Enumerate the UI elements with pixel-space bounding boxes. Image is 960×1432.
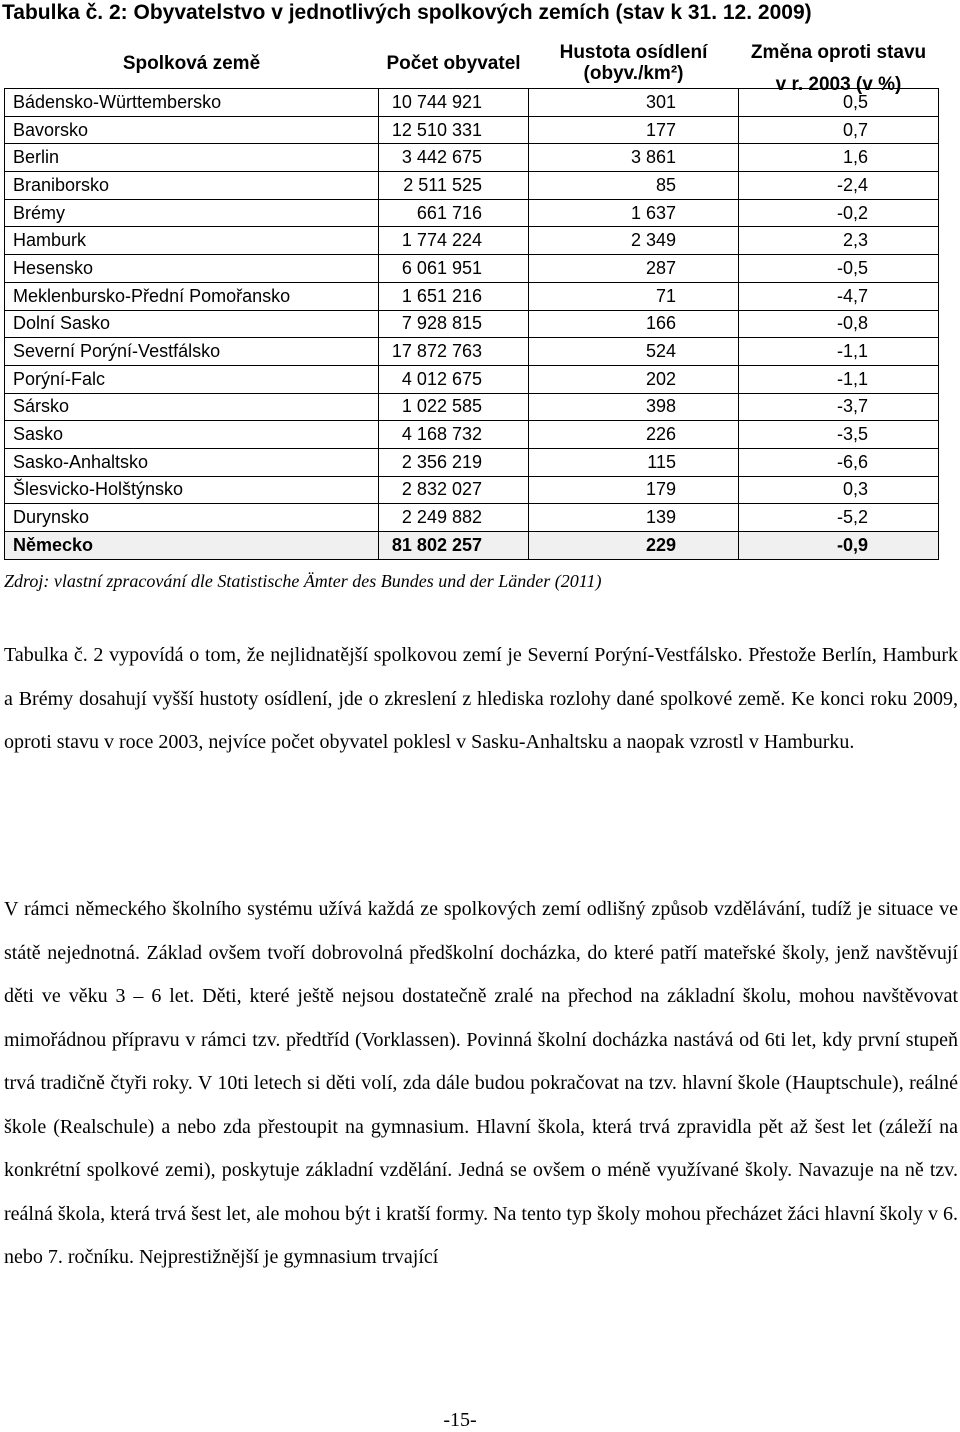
- cell-state: Sársko: [5, 393, 379, 421]
- cell-density: 166: [529, 310, 739, 338]
- table-row: [5, 227, 939, 255]
- header-change: [739, 38, 939, 95]
- cell-population: 6 061 951: [379, 255, 529, 283]
- header-change-line2: v r. 2003 (v %): [775, 74, 902, 95]
- cell-change: -0,5: [739, 255, 939, 283]
- header-density-line2: (obyv./km²): [583, 63, 684, 84]
- cell-population: 2 511 525: [379, 172, 529, 200]
- cell-population: 12 510 331: [379, 116, 529, 144]
- cell-population: 7 928 815: [379, 310, 529, 338]
- table-row: [5, 310, 939, 338]
- table-row: [5, 421, 939, 449]
- table-row: [5, 199, 939, 227]
- cell-state: Hesensko: [5, 255, 379, 283]
- cell-density: 287: [529, 255, 739, 283]
- cell-change: 1,6: [739, 144, 939, 172]
- cell-population: 2 249 882: [379, 504, 529, 532]
- cell-state: Braniborsko: [5, 172, 379, 200]
- cell-population: 81 802 257: [379, 532, 529, 560]
- cell-state: Bádensko-Württembersko: [5, 89, 379, 117]
- cell-change: -0,2: [739, 199, 939, 227]
- cell-density: 202: [529, 365, 739, 393]
- cell-change: -6,6: [739, 448, 939, 476]
- cell-state: Meklenbursko-Přední Pomořansko: [5, 282, 379, 310]
- table-row: [5, 282, 939, 310]
- cell-density: 2 349: [529, 227, 739, 255]
- cell-change: -5,2: [739, 504, 939, 532]
- page-number: -15-: [443, 1409, 477, 1431]
- cell-state: Sasko-Anhaltsko: [5, 448, 379, 476]
- cell-state: Dolní Sasko: [5, 310, 379, 338]
- cell-change: 0,7: [739, 116, 939, 144]
- cell-state: Porýní-Falc: [5, 365, 379, 393]
- table-row: [5, 393, 939, 421]
- cell-state: Brémy: [5, 199, 379, 227]
- cell-state: Šlesvicko-Holštýnsko: [5, 476, 379, 504]
- header-state: Spolková země: [5, 38, 379, 89]
- cell-state: Bavorsko: [5, 116, 379, 144]
- cell-density: 226: [529, 421, 739, 449]
- table-row: [5, 255, 939, 283]
- cell-state: Durynsko: [5, 504, 379, 532]
- cell-density: 229: [529, 532, 739, 560]
- cell-density: 177: [529, 116, 739, 144]
- cell-change: -1,1: [739, 365, 939, 393]
- header-change-line1: Změna oproti stavu: [750, 42, 927, 63]
- table-row: [5, 476, 939, 504]
- cell-population: 4 012 675: [379, 365, 529, 393]
- cell-change: -0,9: [739, 532, 939, 560]
- cell-population: 1 774 224: [379, 227, 529, 255]
- table-row: [5, 365, 939, 393]
- table-row: [5, 504, 939, 532]
- cell-density: 3 861: [529, 144, 739, 172]
- cell-state: Berlin: [5, 144, 379, 172]
- cell-density: 398: [529, 393, 739, 421]
- cell-density: 524: [529, 338, 739, 366]
- header-density-line1: Hustota osídlení: [559, 42, 708, 63]
- cell-population: 4 168 732: [379, 421, 529, 449]
- cell-population: 2 832 027: [379, 476, 529, 504]
- cell-change: -3,5: [739, 421, 939, 449]
- table-row: [5, 116, 939, 144]
- population-table: [4, 38, 939, 560]
- cell-state: Hamburk: [5, 227, 379, 255]
- cell-density: 115: [529, 448, 739, 476]
- cell-change: 0,5: [739, 89, 939, 117]
- table-body: [5, 89, 939, 560]
- cell-density: 179: [529, 476, 739, 504]
- cell-change: -0,8: [739, 310, 939, 338]
- table-row: [5, 172, 939, 200]
- table-row: [5, 448, 939, 476]
- header-density: [529, 38, 739, 89]
- cell-state: Německo: [5, 532, 379, 560]
- cell-change: 0,3: [739, 476, 939, 504]
- table-caption: Tabulka č. 2: Obyvatelstvo v jednotlivých spolkových zemích (stav k 31. 12. 2009): [2, 1, 812, 24]
- cell-density: 71: [529, 282, 739, 310]
- paragraph-1: Tabulka č. 2 vypovídá o tom, že nejlidnatější spolkovou zemí je Severní Porýní-Vestfálsko. Přestože Berlín, Hamburk a Brémy dosahují vyšší hustoty osídlení, jde o zkreslení z hlediska rozlohy dané spolkové země. Ke konci roku 2009, oproti stavu v roce 2003, nejvíce počet obyvatel poklesl v Sasku-Anhaltsku a naopak vzrostl v Hamburku.: [4, 644, 958, 753]
- cell-population: 661 716: [379, 199, 529, 227]
- table-header-row: [5, 38, 939, 89]
- table-total-row: [5, 532, 939, 560]
- cell-density: 139: [529, 504, 739, 532]
- cell-change: -2,4: [739, 172, 939, 200]
- cell-change: -3,7: [739, 393, 939, 421]
- source-note: Zdroj: vlastní zpracování dle Statistische Ämter des Bundes und der Länder (2011): [4, 571, 602, 591]
- cell-population: 17 872 763: [379, 338, 529, 366]
- cell-population: 1 022 585: [379, 393, 529, 421]
- cell-population: 3 442 675: [379, 144, 529, 172]
- cell-population: 10 744 921: [379, 89, 529, 117]
- cell-population: 2 356 219: [379, 448, 529, 476]
- header-population: Počet obyvatel: [379, 38, 529, 89]
- cell-change: -4,7: [739, 282, 939, 310]
- paragraph-2: V rámci německého školního systému užívá každá ze spolkových zemí odlišný způsob vzdělávání, tudíž je situace ve státě nejednotná. Základ ovšem tvoří dobrovolná předškolní docházka, do které patří mateřské školy, jenž navštěvují děti ve věku 3 – 6 let. Děti, které ještě nejsou dostatečně zralé na přechod na základní školu, mohou navštěvovat mimořádnou přípravu v rámci tzv. předtříd (Vorklassen). Povinná školní docházka nastává od 6ti let, kdy první stupeň trvá tradičně čtyři roky. V 10ti letech si děti volí, zda dále budou pokračovat na tzv. hlavní škole (Hauptschule), reálné škole (Realschule) a nebo zda přestoupit na gymnasium. Hlavní škola, která trvá zpravidla pět až šest let (záleží na konkrétní spolkové zemi), poskytuje základní vzdělání. Jedná se ovšem o méně využívané školy. Navazuje na ně tzv. reálná škola, která trvá šest let, ale mohou být i kratší formy. Na tento typ školy mohou přecházet žáci hlavní školy v 6. nebo 7. ročníku. Nejprestižnější je gymnasium trvající: [4, 898, 958, 1268]
- table-row: [5, 144, 939, 172]
- cell-state: Severní Porýní-Vestfálsko: [5, 338, 379, 366]
- cell-population: 1 651 216: [379, 282, 529, 310]
- cell-change: 2,3: [739, 227, 939, 255]
- cell-density: 301: [529, 89, 739, 117]
- cell-change: -1,1: [739, 338, 939, 366]
- table-row: [5, 338, 939, 366]
- cell-state: Sasko: [5, 421, 379, 449]
- cell-density: 85: [529, 172, 739, 200]
- cell-density: 1 637: [529, 199, 739, 227]
